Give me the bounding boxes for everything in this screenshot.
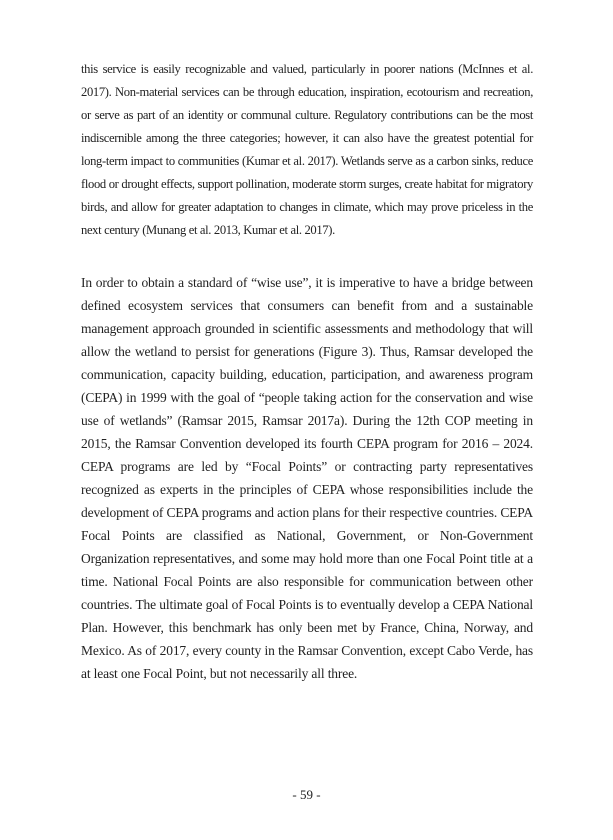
page-number: - 59 - (292, 787, 321, 802)
body-paragraph-1: this service is easily recognizable and valued, particularly in poorer nations (McInnes et al. 2017). Non-material services can be through education, inspiration, ecotourism and recreation, or serve as part of an identity or communal culture. Regulatory contributions can be the most indiscernible among the three categories; however, it can also have the greatest potential for long-term impact to communities (Kumar et al. 2017). Wetlands serve as a carbon sinks, reduce flood or drought effects, support pollination, moderate storm surges, create habitat for migratory birds, and allow for greater adaptation to changes in climate, which may prove priceless in the next century (Munang et al. 2013, Kumar et al. 2017). (81, 62, 533, 237)
body-paragraph-2: In order to obtain a standard of “wise use”, it is imperative to have a bridge between defined ecosystem services that consumers can benefit from and a sustainable management approach grounded in scientific assessments and methodology that will allow the wetland to persist for generations (Figure 3). Thus, Ramsar developed the communication, capacity building, education, participation, and awareness program (CEPA) in 1999 with the goal of “people taking action for the conservation and wise use of wetlands” (Ramsar 2015, Ramsar 2017a). During the 12th COP meeting in 2015, the Ramsar Convention developed its fourth CEPA program for 2016 – 2024. CEPA programs are led by “Focal Points” or contracting party representatives recognized as experts in the principles of CEPA whose responsibilities include the development of CEPA programs and action plans for their respective countries. CEPA Focal Points are classified as National, Government, or Non-Government Organization representatives, and some may hold more than one Focal Point title at a time. National Focal Points are also responsible for communication between other countries. The ultimate goal of Focal Points is to eventually develop a CEPA National Plan. However, this benchmark has only been met by France, China, Norway, and Mexico. As of 2017, every county in the Ramsar Convention, except Cabo Verde, has at least one Focal Point, but not necessarily all three. (81, 275, 533, 681)
